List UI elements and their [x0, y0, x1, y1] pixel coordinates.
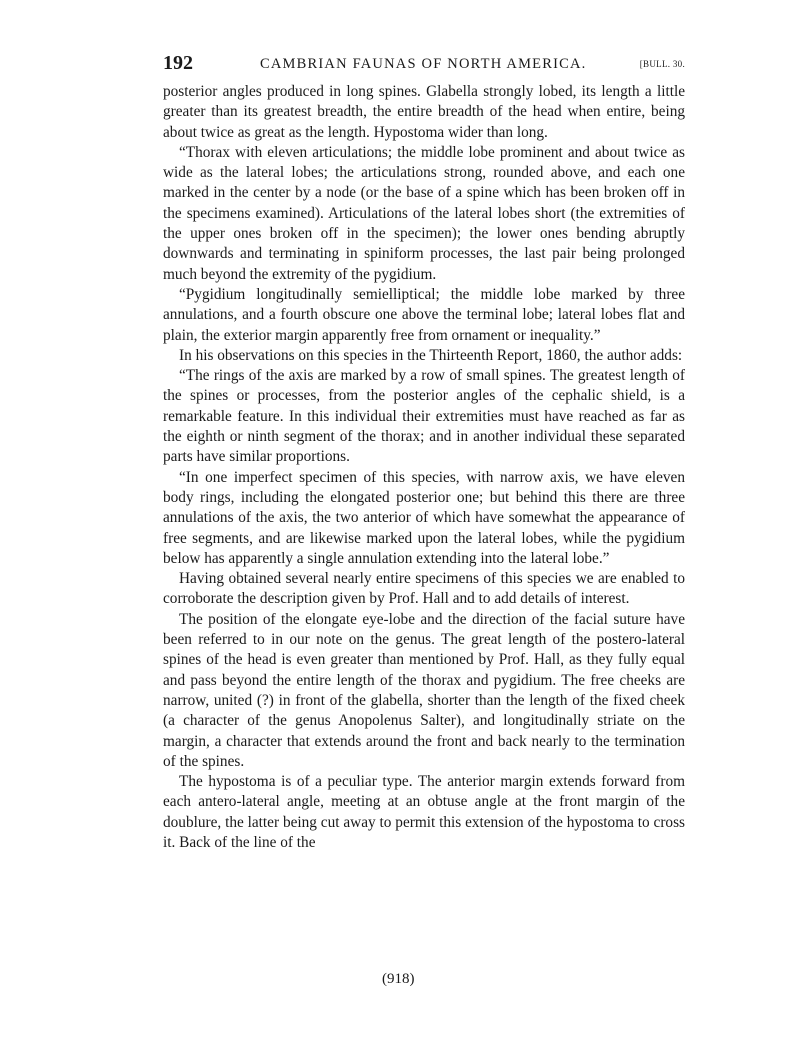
paragraph: “Thorax with eleven articulations; the middle lobe prominent and about twice as wide as the lateral lobes; the articulations strong, rounded above, and each one marked in the center by a node (or the base of a spine which has been broken off in the specimens examined). Articulations of the lateral lobes short (the extremities of the upper ones broken off in the specimen); the lower ones bending abruptly downwards and terminating in spiniform processes, the last pair being prolonged much beyond the extremity of the pygidium. [163, 143, 685, 283]
bulletin-reference: [BULL. 30. [639, 59, 685, 69]
paragraph: posterior angles produced in long spines. Glabella strongly lobed, its length a little greater than its greatest breadth, the entire breadth of the head when entire, being about twice as great as the length. Hypostoma wider than long. [163, 83, 685, 141]
paragraph: Having obtained several nearly entire specimens of this species we are enabled to corroborate the description given by Prof. Hall and to add details of interest. [163, 570, 685, 608]
paragraph: In his observations on this species in the Thirteenth Report, 1860, the author adds: [179, 346, 683, 364]
page-header [163, 52, 685, 82]
paragraph: The position of the elongate eye-lobe and the direction of the facial suture have been referred to in our note on the genus. The great length of the postero-lateral spines of the head is even greater than mentioned by Prof. Hall, as they fully equal and pass beyond the entire length of the thorax and pygidium. The free cheeks are narrow, united (?) in front of the glabella, shorter than the length of the fixed cheek (a character of the genus Anopolenus Salter), and longitudinally striate on the margin, a character that extends around the front and back nearly to the termination of the spines. [163, 610, 685, 770]
paragraph: “Pygidium longitudinally semielliptical; the middle lobe marked by three annulations, and a fourth obscure one above the terminal lobe; lateral lobes flat and plain, the exterior margin apparently free from ornament or inequality.” [163, 285, 685, 344]
paragraph: “The rings of the axis are marked by a row of small spines. The greatest length of the spines or processes, from the posterior angles of the cephalic shield, is a remarkable feature. In this individual their extremities must have reached as far as the eighth or ninth segment of the thorax; and in another individual these separated parts have similar proportions. [163, 367, 685, 466]
page-number: 192 [163, 52, 193, 74]
paragraph: “In one imperfect specimen of this species, with narrow axis, we have eleven body rings, including the elongated posterior one; but behind this there are three annulations of the axis, the two anterior of which have somewhat the appearance of free segments, and are likewise marked upon the lateral lobes, while the pygidium below has apparently a single annulation extending into the lateral lobe.” [163, 468, 685, 567]
running-title: CAMBRIAN FAUNAS OF NORTH AMERICA. [260, 56, 587, 72]
body-text [163, 82, 685, 853]
folio-number: (918) [382, 971, 415, 987]
document-page [163, 52, 685, 853]
paragraph: The hypostoma is of a peculiar type. The anterior margin extends forward from each antero-lateral angle, meeting at an obtuse angle at the front margin of the doublure, the latter being cut away to permit this extension of the hypostoma to cross it. Back of the line of the [163, 773, 685, 851]
